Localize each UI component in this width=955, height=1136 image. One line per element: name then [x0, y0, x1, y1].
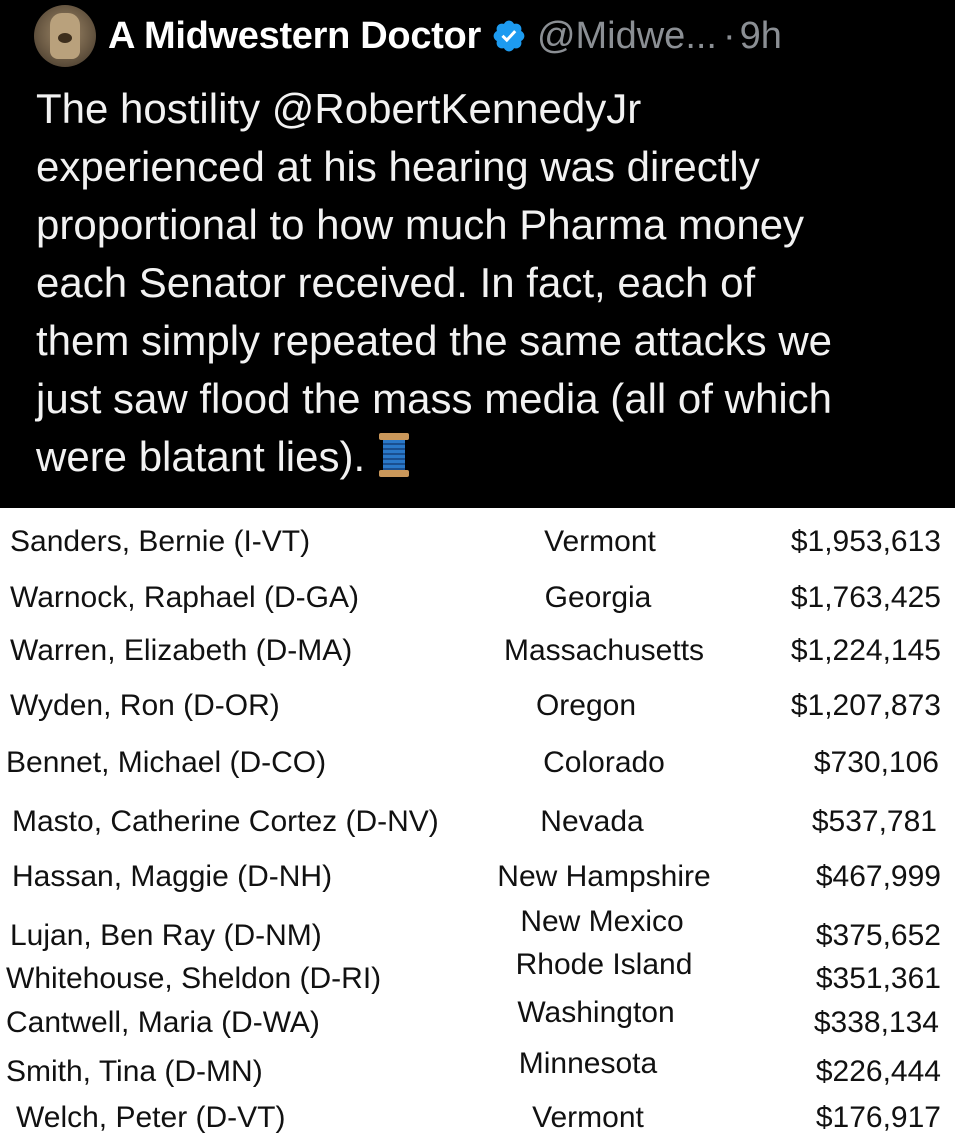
senator-state: Massachusetts	[503, 634, 705, 667]
tweet-text	[36, 80, 941, 486]
senator-state: Rhode Island	[515, 948, 693, 981]
senator-name: Smith, Tina (D-MN)	[6, 1055, 263, 1088]
senator-state: New Mexico	[520, 905, 684, 938]
table-row	[0, 800, 955, 844]
senator-name: Sanders, Bernie (I-VT)	[10, 525, 311, 558]
senator-name: Whitehouse, Sheldon (D-RI)	[6, 962, 382, 995]
donation-amount: $226,444	[815, 1055, 941, 1088]
table-row	[0, 576, 955, 620]
timestamp[interactable]: 9h	[739, 14, 782, 57]
donation-amount: $1,207,873	[790, 689, 941, 722]
table-row	[0, 1096, 955, 1136]
senator-state: Vermont	[532, 1101, 644, 1134]
donation-amount: $467,999	[815, 860, 941, 893]
donation-amount: $1,953,613	[790, 525, 941, 558]
senator-state: Georgia	[544, 581, 652, 614]
senator-name: Wyden, Ron (D-OR)	[10, 689, 280, 722]
table-row	[0, 855, 955, 899]
eye-icon	[58, 33, 72, 43]
table-row	[0, 996, 955, 1045]
verified-badge-icon	[491, 18, 527, 54]
donation-amount: $351,361	[815, 962, 941, 995]
tweet-text-line: experienced at his hearing was directly	[36, 143, 760, 190]
tweet-text-line: The hostility @RobertKennedyJr	[36, 85, 642, 132]
donation-amount: $1,224,145	[790, 634, 941, 667]
table-row	[0, 684, 955, 728]
donation-amount: $375,652	[815, 919, 941, 952]
senator-name: Cantwell, Maria (D-WA)	[6, 1006, 320, 1039]
tweet-text-last-line	[36, 428, 941, 486]
tweet-text-line: them simply repeated the same attacks we	[36, 317, 833, 364]
senator-state: Oregon	[535, 689, 637, 722]
tweet-text-line: just saw flood the mass media (all of which	[36, 375, 833, 422]
author-name[interactable]: A Midwestern Doctor	[108, 14, 481, 57]
senator-name: Welch, Peter (D-VT)	[16, 1101, 286, 1134]
table-row	[0, 1047, 955, 1094]
avatar[interactable]	[34, 5, 96, 67]
donation-amount: $176,917	[815, 1101, 941, 1134]
table-row	[0, 629, 955, 673]
senator-state: Minnesota	[518, 1047, 658, 1080]
donation-amount: $537,781	[811, 805, 937, 838]
table-row	[0, 520, 955, 564]
senator-name: Hassan, Maggie (D-NH)	[12, 860, 333, 893]
tweet-text-line: were blatant lies).	[36, 433, 366, 480]
senator-donations-image[interactable]	[0, 508, 955, 1136]
senator-state: Washington	[517, 996, 675, 1029]
senator-name: Bennet, Michael (D-CO)	[6, 746, 327, 779]
tweet-header	[34, 6, 782, 66]
separator-dot: ·	[723, 14, 736, 57]
tweet-text-line: proportional to how much Pharma money	[36, 201, 805, 248]
senator-state: Colorado	[543, 746, 665, 779]
tweet-text-line: each Senator received. In fact, each of	[36, 259, 756, 306]
senator-name: Warnock, Raphael (D-GA)	[10, 581, 359, 614]
table-row	[0, 741, 955, 785]
donation-amount: $1,763,425	[790, 581, 941, 614]
senator-name: Lujan, Ben Ray (D-NM)	[10, 919, 322, 952]
donation-amount: $730,106	[813, 746, 939, 779]
senator-state: New Hampshire	[497, 860, 711, 893]
donation-amount: $338,134	[813, 1006, 939, 1039]
senator-state: Vermont	[544, 525, 656, 558]
senator-state: Nevada	[540, 805, 644, 838]
spool-of-thread-icon	[379, 433, 409, 477]
senator-name: Masto, Catherine Cortez (D-NV)	[12, 805, 439, 838]
senator-name: Warren, Elizabeth (D-MA)	[10, 634, 353, 667]
author-handle[interactable]: @Midwe...	[536, 14, 717, 57]
